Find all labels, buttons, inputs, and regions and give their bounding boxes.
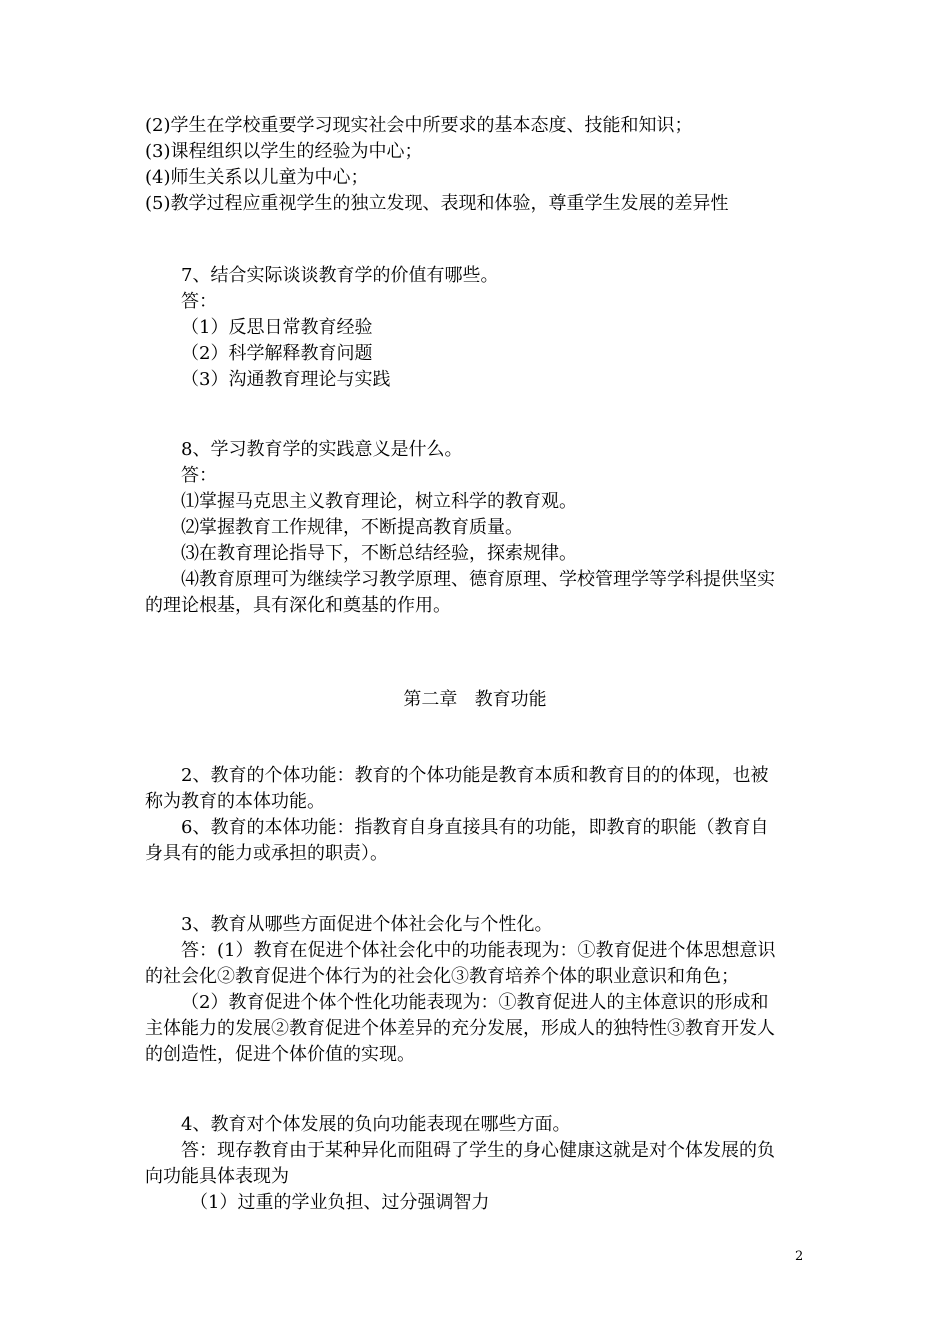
paragraph: （2）教育促进个体个性化功能表现为：①教育促进人的主体意识的形成和 — [181, 992, 769, 1013]
list-item: ⑶在教育理论指导下，不断总结经验，探索规律。 — [181, 543, 577, 564]
answer-label: 答： — [181, 465, 217, 486]
paragraph: 的社会化②教育促进个体行为的社会化③教育培养个体的职业意识和角色； — [145, 966, 739, 987]
question-8: 8、学习教育学的实践意义是什么。 — [181, 439, 463, 460]
page-number: 2 — [795, 1249, 804, 1264]
paragraph: 2、教育的个体功能：教育的个体功能是教育本质和教育目的的体现，也被 — [181, 765, 769, 786]
chapter-title: 第二章 教育功能 — [403, 689, 547, 710]
paragraph: 主体能力的发展②教育促进个体差异的充分发展，形成人的独特性③教育开发人 — [145, 1018, 775, 1039]
list-item: （1）过重的学业负担、过分强调智力 — [190, 1192, 490, 1213]
paragraph: 6、教育的本体功能：指教育自身直接具有的功能，即教育的职能（教育自 — [181, 817, 769, 838]
question-4: 4、教育对个体发展的负向功能表现在哪些方面。 — [181, 1114, 571, 1135]
answer-label: 答： — [181, 291, 217, 312]
list-item: (3)课程组织以学生的经验为中心； — [145, 141, 423, 162]
list-item: (2)学生在学校重要学习现实社会中所要求的基本态度、技能和知识； — [145, 115, 693, 136]
question-7: 7、结合实际谈谈教育学的价值有哪些。 — [181, 265, 499, 286]
list-item: ⑴掌握马克思主义教育理论，树立科学的教育观。 — [181, 491, 577, 512]
list-item: 的理论根基，具有深化和奠基的作用。 — [145, 595, 451, 616]
paragraph: 答：现存教育由于某种异化而阻碍了学生的身心健康这就是对个体发展的负 — [181, 1140, 775, 1161]
list-item: (5)教学过程应重视学生的独立发现、表现和体验，尊重学生发展的差异性 — [145, 193, 729, 214]
paragraph: 的创造性，促进个体价值的实现。 — [145, 1044, 415, 1065]
question-3: 3、教育从哪些方面促进个体社会化与个性化。 — [181, 914, 553, 935]
paragraph: 答：(1）教育在促进个体社会化中的功能表现为：①教育促进个体思想意识 — [181, 940, 776, 961]
list-item: （2）科学解释教育问题 — [181, 343, 373, 364]
list-item: （3）沟通教育理论与实践 — [181, 369, 391, 390]
list-item: （1）反思日常教育经验 — [181, 317, 373, 338]
paragraph: 称为教育的本体功能。 — [145, 791, 325, 812]
list-item: ⑷教育原理可为继续学习教学原理、德育原理、学校管理学等学科提供坚实 — [181, 569, 775, 590]
paragraph: 身具有的能力或承担的职责）。 — [145, 843, 388, 864]
list-item: ⑵掌握教育工作规律，不断提高教育质量。 — [181, 517, 523, 538]
paragraph: 向功能具体表现为 — [145, 1166, 289, 1187]
list-item: (4)师生关系以儿童为中心； — [145, 167, 369, 188]
